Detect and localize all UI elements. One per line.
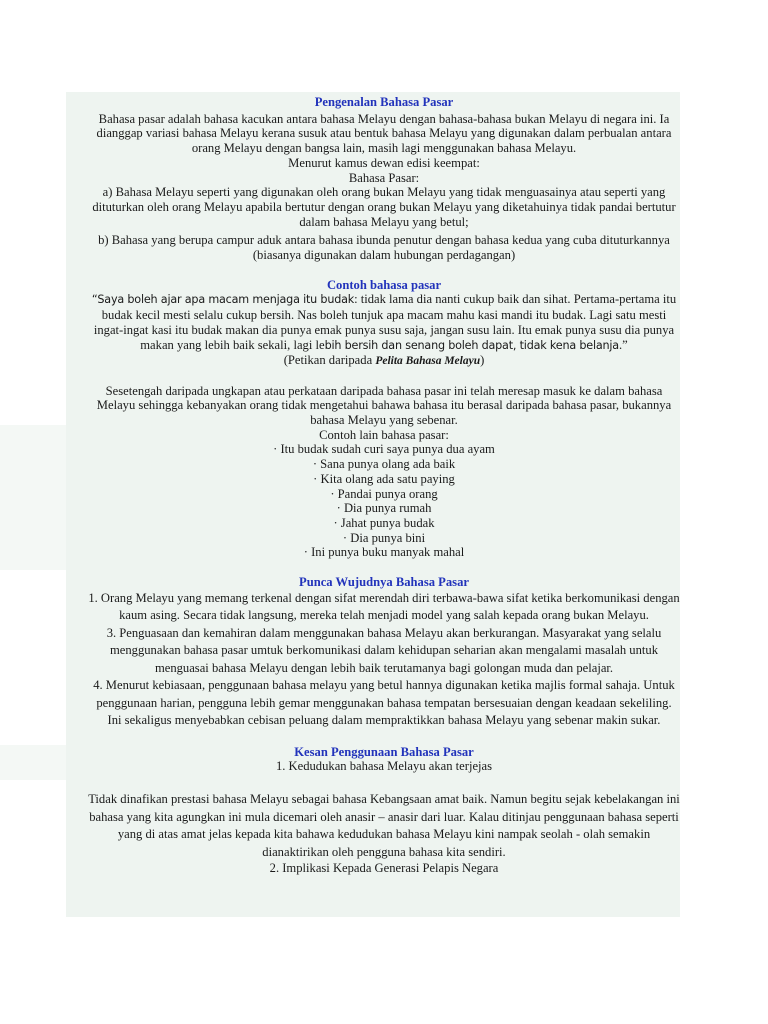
punca-point-1: 1. Orang Melayu yang memang terkenal dengan sifat merendah diri terbawa-bawa sifat ketika berkomunikasi dengan kaum asing. Secara tidak langsung, mereka telah menjadi model yang salah kepada orang bukan Melayu. — [88, 590, 680, 623]
intro-paragraph: Bahasa pasar adalah bahasa kacukan antara bahasa Melayu dengan bahasa-bahasa bukan Melayu di negara ini. Ia dianggap variasi bahasa Melayu kerana susuk atau bentuk bahasa Melayu yang digunakan dalam perbualan antara orang Melayu dengan bangsa lain, masih lagi menggunakan bahasa Melayu. — [96, 111, 672, 156]
citation-suffix: ) — [480, 353, 485, 368]
citation — [88, 353, 680, 369]
quote-part: . Pertama-pertama itu budak kecil mesti selalu cukup bersih. Nas boleh tunjuk apa macam mahu kasi mandi itu budak. Lagi satu mesti ingat-ingat kasi itu budak makan dia punya emak punya susu saja, jangan susu lain. Itu emak punya susu dia punya makan yang lebih baik sekali, lagi le — [93, 292, 677, 352]
side-strip — [0, 745, 66, 780]
kamus-line: Menurut kamus dewan edisi keempat: — [288, 155, 480, 170]
example-item: · Dia punya bini — [342, 530, 426, 545]
heading-pengenalan: Pengenalan Bahasa Pasar — [314, 95, 454, 109]
quote-paragraph — [88, 292, 680, 353]
example-item: · Sana punya olang ada baik — [312, 457, 456, 472]
example-item: · Jahat punya budak — [333, 515, 435, 530]
definition-a: a) Bahasa Melayu seperti yang digunakan oleh orang bukan Melayu yang tidak menguasainya atau seperti yang dituturkan oleh orang Melayu apabila bertutur dengan orang bukan Melayu yang diketahuinya tidak pandai bertutur dalam bahasa Melayu yang betul; — [92, 185, 676, 229]
punca-point-3: 3. Penguasaan dan kemahiran dalam menggunakan bahasa Melayu akan berkurangan. Masyarakat yang selalu menggunakan bahasa pasar umtuk berkomunikasi dalam kehidupan seharian akan mengalami masalah untuk menguasai bahasa Melayu dengan lebih baik terutamanya bagi golongan muda dan pelajar. — [106, 625, 662, 675]
example-item: · Ini punya buku manyak mahal — [303, 545, 465, 560]
example-item: · Pandai punya orang — [330, 486, 438, 501]
example-item: · Dia punya rumah — [336, 501, 432, 516]
example-item: · Itu budak sudah curi saya punya dua ayam — [273, 442, 495, 457]
punca-point-4: 4. Menurut kebiasaan, penggunaan bahasa melayu yang betul hannya digunakan ketika majlis formal sahaja. Untuk penggunaan harian, pengguna lebih gemar menggunakan bahasa tempatan bersesuaian dengan keadaan sekeliling. Ini sekaligus menyebabkan cebisan peluang dalam mempraktikkan bahasa Melayu yang sebenar makin sukar. — [93, 678, 675, 728]
definition-b: b) Bahasa yang berupa campur aduk antara bahasa ibunda penutur dengan bahasa kedua yang cuba dituturkannya (biasanya digunakan dalam hubungan perdagangan) — [98, 233, 670, 263]
heading-punca: Punca Wujudnya Bahasa Pasar — [299, 575, 469, 590]
quote-part: .” — [618, 337, 628, 352]
kesan-paragraph: Tidak dinafikan prestasi bahasa Melayu sebagai bahasa Kebangsaan amat baik. Namun begitu sejak kebelakangan ini bahasa yang kita agungkan ini mula dicemari oleh anasir – anasir dari luar. Kalau ditinjau penggunaan bahasa seperti yang di atas amat jelas kepada kita bahawa kedudukan bahasa Melayu kini nampak seolah - olah semakin dianaktirikan oleh pengguna bahasa kita sendiri. — [88, 792, 680, 859]
side-strip — [0, 425, 66, 570]
bahasa-pasar-label: Bahasa Pasar: — [348, 170, 420, 185]
quote-part: bih bersih dan senang boleh dapat, tidak kena belanja — [324, 338, 619, 352]
document-body — [88, 92, 680, 876]
example-item: · Kita olang ada satu paying — [313, 471, 455, 486]
contoh-lain-label: Contoh lain bahasa pasar: — [319, 427, 449, 442]
citation-source: Pelita Bahasa Melayu — [375, 355, 481, 368]
quote-part: “Saya boleh ajar apa macam menjaga itu budak — [91, 293, 355, 307]
heading-kesan: Kesan Penggunaan Bahasa Pasar — [294, 744, 474, 759]
sesetengah-paragraph: Sesetengah daripada ungkapan atau perkataan daripada bahasa pasar ini telah meresap masuk ke dalam bahasa Melayu sehingga kebanyakan orang tidak mengetahui bahawa bahasa itu berasal daripada bahasa pasar, bukannya bahasa Melayu yang sebenar. — [96, 383, 672, 428]
quote-part: : tidak lama dia nanti cukup baik dan sihat — [354, 292, 568, 307]
kesan-item-2: 2. Implikasi Kepada Generasi Pelapis Negara — [269, 861, 499, 876]
heading-contoh: Contoh bahasa pasar — [326, 277, 442, 292]
kesan-item-1: 1. Kedudukan bahasa Melayu akan terjejas — [275, 759, 493, 774]
citation-prefix: (Petikan daripada — [283, 353, 376, 368]
